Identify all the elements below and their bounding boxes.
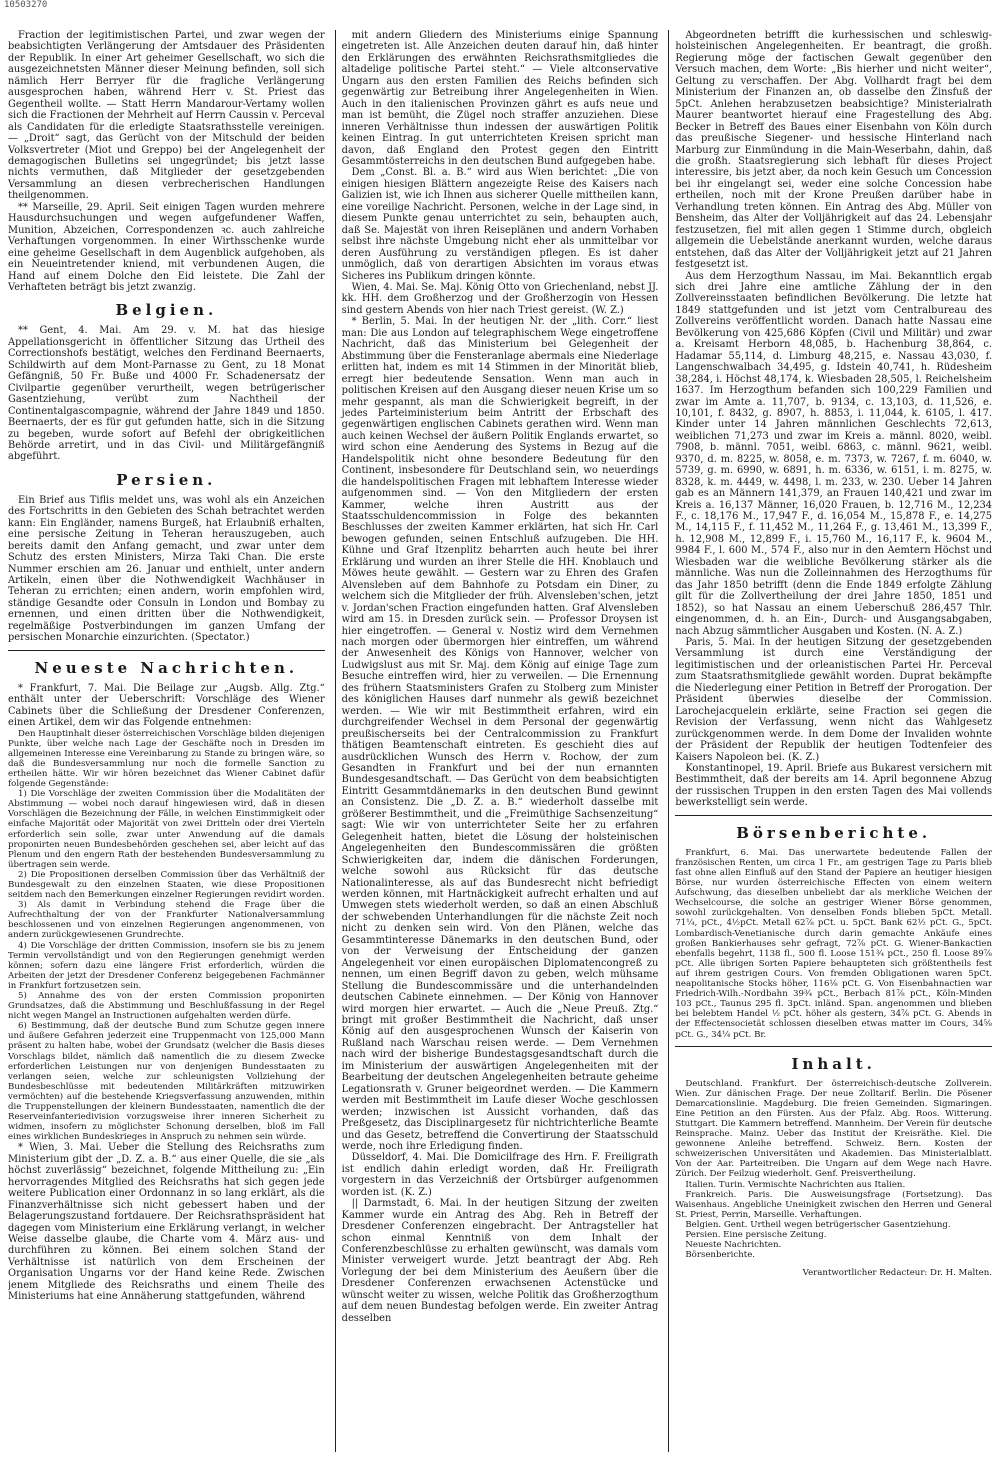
section-heading-neueste: Neueste Nachrichten. xyxy=(34,658,299,677)
section-heading-inhalt: Inhalt. xyxy=(791,1054,876,1073)
article-paragraph: 2) Die Propositionen derselben Commission über das Verhältniß der Bundesgewalt zu den einzelnen Staaten, wie diese Propositionen seitdem nach den Bemerkungen einzelner Regierungen revidirt worden. xyxy=(8,869,325,901)
article-paragraph: * Frankfurt, 7. Mai. Die Beilage zur „Augsb. Allg. Ztg.“ enthält unter der Ueberschrift: Vorschläge des Wiener Cabinets über die Schließung der Dresdener Conferenzen, einen Artikel, dem wir das Folgende entnehmen: xyxy=(8,682,325,729)
article-paragraph: * Berlin, 5. Mai. In der heutigen Nr. der „lith. Corr.“ liest man: Die aus London auf telegraphischem Wege eingetroffene Nachricht, daß das Ministerium bei Gelegenheit der Abstimmung über die Fensteranlage abermals eine Niederlage erlitten hat, indem es mit 14 Stimmen in der Minorität blieb, erregt hier bedeutende Sensation. Wenn man auch in politischen Kreisen auf den Ausgang dieser neuen Krise um so mehr gespannt, als man die Schwierigkeit begreift, in der jedes Parteiministerium beim Antritt der Erbschaft des gegenwärtigen englischen Cabinets gerathen wird. Wenn man auch keinen Wechsel der äußern Politik Englands erwartet, so wird schon eine Aenderung des Systems in Bezug auf die Handelspolitik nicht ohne besondere Bedeutung für den Continent, insbesondere für Deutschland sein, wo neuerdings die handelspolitischen Fragen mit lebhaftem Interesse wieder aufgenommen sind. — Von den Mitgliedern der ersten Kammer, welche ihren Austritt aus der Staatsschuldencommission in Folge des bekannten Beschlusses der zweiten Kammer erklärten, hat sich Hr. Carl bewogen gefunden, seinen Entschluß aufzugeben. Die HH. Kühne und Graf Itzenplitz beharrten auch heute bei ihrer Erklärung und wurden an ihrer Stelle die HH. Knoblauch und Möwes heute gewählt. — Gestern war zu Ehren des Grafen Alvensleben auf dem Bahnhofe zu Potsdam ein Diner, zu welchem sich die Mitglieder der früh. Alvensleben'schen, jetzt v. Jordan'schen Fraction eingefunden hatten. Graf Alvensleben wird am 15. in Dresden zurück sein. — Professor Droysen ist hier eingetroffen. — General v. Nostiz wird dem Vernehmen nach morgen oder übermorgen hier eintreffen, um während der Anwesenheit des Königs von Hannover, welcher von Ludwigslust aus mit Sr. Maj. dem König auf einige Tage zum Besuche eintreffen wird, hier zu verweilen. — Die Ernennung des frühern Staatsministers Grafen zu Stolberg zum Minister des königlichen Hauses darf nunmehr als gewiß bezeichnet werden. — Wie wir mit Bestimmtheit erfahren, wird ein durchgreifender Wechsel in dem Personal der gegenwärtig preußischerseits bei der Centralcommission zu Frankfurt thätigen Beamtenschaft eintreten. Es geschieht dies auf ausdrücklichen Wunsch des Herrn v. Rochow, der zum Gesandten in Frankfurt und bei der nun ernannten Bundesgesandtschaft. — Das Gerücht von dem beabsichtigten Eintritt Gesammtdänemarks in den deutschen Bund gewinnt an Consistenz. Die „D. Z. a. B.“ wiederholt dasselbe mit größerer Bestimmtheit, und die „Freimüthige Sachsenzeitung“ sagt: Wie wir von unterrichteter Seite her zu erfahren Gelegenheit hatten, bietet die Lösung der holsteinischen Angelegenheiten den Bundescommissären die größten Schwierigkeiten dar, indem die dänischen Forderungen, welche sowohl aus Rücksicht für das deutsche Nationalinteresse, als auf das Bundesrecht nicht befriedigt werden können, mit Hartnäckigkeit aufrecht erhalten und auf Umwegen stets wiederholt werden, so daß an einen Abschluß der schwebenden Unterhandlungen für die nächste Zeit noch nicht zu denken sein wird. Von den Plänen, welche das Gesammtinteresse Dänemarks in den deutschen Bund, oder von der Verweisung der Entscheidung der ganzen Angelegenheit vor einen europäischen Diplomatencongreß zu nennen, um einen Begriff davon zu geben, welch mühsame Stellung die Bundescommissäre und die unterhandelnden deutschen Cabinete einnehmen. — Der König von Hannover wird morgen hier erwartet. — Auch die „Neue Preuß. Ztg.“ bringt mit großer Bestimmtheit die Nachricht, daß unser König auf den ausgesprochenen Wunsch der Kaiserin von Rußland nach Warschau reisen werde. — Dem Vernehmen nach wird der bisherige Bundestagsgesandtschaft durch die im Ministerium der auswärtigen Angelegenheiten mit der Bearbeitung der deutschen Angelegenheiten betraute geheime Legationsrath v. Gruner beigeordnet werden. — Die Kammern werden mit Bestimmtheit im Laufe dieser Woche geschlossen werden; inzwischen ist Aussicht vorhanden, daß das Preßgesetz, das Disciplinargesetz für nichtrichterliche Beamte und das Gesetz, betreffend die Convertirung der Staatsschuld werde, noch ihre Erledigung finden. xyxy=(341,316,659,1152)
article-paragraph: Den Hauptinhalt dieser österreichischen Vorschläge bilden diejenigen Punkte, über welche nach Lage der Geschäfte noch in Dresden im allgemeinen Interesse eine Vereinbarung zu Stande zu bringen wäre, so daß die Bundesversammlung nur noch die formelle Sanction zu ertheilen hätte. Wir wir hören bezeichnet das Wiener Cabinet dafür folgende Gegenstände: xyxy=(8,728,325,790)
contents-entry: Italien. Turin. Vermischte Nachrichten aus Italien. xyxy=(685,1179,906,1190)
article-paragraph: ** Gent, 4. Mai. Am 29. v. M. hat das hiesige Appellationsgericht in öffentlicher Sitzung das Urtheil des Correctionshofs bestätigt, welches den Ferdinand Beernaerts, Schildwirth auf dem Mont-Parnasse zu Gent, zu 18 Monat Gefängniß, 50 Fr. Buße und 4000 Fr. Schadenersatz der Civilpartie gegenüber verurtheilt, wegen betrügerischer Gasentziehung, verübt zum Nachtheil der Continentalgascompagnie, während der Jahre 1849 und 1850. Beernaerts, der es für gut gefunden hatte, sich in die Sitzung zu begeben, wurde sofort auf Befehl der obrigkeitlichen Behörde arretirt, und in das Civil- und Militärgefängniß abgeführt. xyxy=(8,325,325,463)
article-paragraph: ** Marseille, 29. April. Seit einigen Tagen wurden mehrere Hausdurchsuchungen und wegen aufgefundener Waffen, Munition, Abzeichen, Correspondenzen ꝛc. auch zahlreiche Verhaftungen vorgenommen. In einer Wirthsschenke wurde eine geheime Gesellschaft in dem Augenblick aufgehoben, als ein Neueintretender kniend, mit verbundenen Augen, die Hand auf einem Dolche den Eid leistete. Die Zahl der Verhafteten beträgt bis jetzt zwanzig. xyxy=(8,201,325,293)
article-paragraph: Abgeordneten betrifft die kurhessischen und schleswig-holsteinischen Angelegenheiten. Er beantragt, die großh. Regierung möge der factischen Gewalt gegenüber den Versuch machen, dem Worte: „Bis hierher und nicht weiter“, Geltung zu verschaffen. Der Abg. Vollhardt fragt bei dem Ministerium der Finanzen an, ob dasselbe den Zinsfuß der 5pCt. Anlehen herabzusetzen beabsichtige? Ministerialrath Maurer beantwortet hierauf eine Fragestellung des Abg. Becker in Betreff des Baues einer Eisenbahn von Köln durch das preußische Siegener- und hessische Hinterland nach Marburg zur Einmündung in die Main-Weserbahn, dahin, daß die großh. Staatsregierung sich lebhaft für dieses Project interessire, bis jetzt aber, da noch kein Gesuch um Concession bei ihr eingelangt sei, weder eine solche Concession habe ertheilen, noch mit der Krone Preußen darüber habe in Verhandlung treten können. Ein Antrag des Abg. Müller von Bensheim, das Alter der Volljährigkeit auf das 24. Lebensjahr festzusetzen, fiel mit allen gegen 1 Stimme durch, obgleich allgemein die Uebelstände anerkannt wurden, welche daraus entstehen, daß das Alter der Volljährigkeit jetzt auf 21 Jahren festgesetzt ist. xyxy=(675,30,993,271)
contents-entry: Börsenberichte. xyxy=(685,1250,756,1261)
article-paragraph: Paris, 5. Mai. In der heutigen Sitzung der gesetzgebenden Versammlung ist durch eine Verständigung der legitimistischen und der orleanistischen Partei Hr. Perceval zum Staatsrathsmitgliede gewählt worden. Duprat bekämpfte die Niederlegung einer Petition in Betreff der Prorogation. Der Präsident überwies dieselbe der Commission. Larochejacquelein erklärte, seine Fraction sei gegen die Revision der Verfassung, wenn nicht das Wahlgesetz zurückgenommen werde. In dem Dome der Invaliden wohnte der Präsident der Republik der heutigen Todtenfeier des Kaisers Napoleon bei. (K. Z.) xyxy=(675,637,993,763)
section-heading-persien: Persien. xyxy=(116,470,217,489)
article-paragraph: mit andern Gliedern des Ministeriums einige Spannung eingetreten ist. Alle Anzeichen deuten darauf hin, daß hinter den Erklärungen des erwähnten Reichsrathsmitgliedes die altadelige politische Partei steht.“ — Viele altconservative Ungarn aus den ersten Familien des Reichs befinden sich gegenwärtig zur Betreibung ihrer Angelegenheiten in Wien. Auch in den italienischen Provinzen gährt es aufs neue und man ist bemüht, die Zügel noch straffer anzuziehen. Diese inneren Verhältnisse thun indessen der auswärtigen Politik keinen Eintrag. In gut unterrichteten Kreisen spricht man davon, daß England den Protest gegen den Eintritt Gesammtösterreichs in den deutschen Bund aufgegeben habe. xyxy=(341,30,659,167)
article-paragraph: Düsseldorf, 4. Mai. Die Domicilfrage des Hrn. F. Freiligrath ist endlich dahin erledigt worden, daß Hr. Freiligrath vorgestern in das Verzeichniß der Ortsbürger aufgenommen worden ist. (K. Z.) xyxy=(341,1152,659,1198)
article-paragraph: 5) Annahme des von der ersten Commission proponirten Grundsatzes, daß die Abstimmung und Beschlußfassung in der Regel nicht wegen Mangel an Instructionen aufgehalten werden dürfe. xyxy=(8,991,325,1022)
contents-entry: Neueste Nachrichten. xyxy=(685,1240,782,1251)
article-paragraph: Konstantinopel, 19. April. Briefe aus Bukarest versichern mit Bestimmtheit, daß der bereits am 14. April begonnene Abzug der russischen Truppen in den ersten Tagen des Mai vollends bewerkstelligt sein werde. xyxy=(675,763,993,809)
article-paragraph: 6) Bestimmung, daß der deutsche Bund zum Schutze gegen innere und äußere Gefahren jederzeit eine Truppenmacht von 125,000 Mann präsent zu halten habe, wobei der Grundsatz (welcher die Basis dieses Vorschlags bildet, nämlich daß namentlich die zu diesem Zwecke erforderlichen Leistungen nur von denjenigen Bundesstaaten zu verlangen seien, welche zur schleunigsten Vollziehung der Bundesbeschlüsse mit bedeutenden Militärkräften mitzuwirken vermöchten) auf die bestehende Kriegsverfassung anzuwenden, mithin die Truppenstellungen der kleinern Bundesstaaten, namentlich die der Reserveinfanteriedivision vorzugsweise ihrer inneren Sicherheit zu widmen, insofern zu möglichster Schonung derselben, bloß im Fall eines wirklichen Bundeskrieges in Anspruch zu nehmen sein würde. xyxy=(8,1021,325,1143)
divider xyxy=(8,650,325,651)
article-paragraph: Fraction der legitimistischen Partei, und zwar wegen der beabsichtigten Verlängerung der Amtsdauer des Präsidenten der Republik. In einer Art geheimer Gesellschaft, wo sich die ausgezeichnetsten Männer dieser Meinung befinden, soll sich nämlich Herr Berryer für die fragliche Verlängerung ausgesprochen haben, während Herr v. St. Priest das Gegentheil wollte. — Statt Herrn Mandarour-Vertamy wollen sich die Fractionen der Mehrheit auf Herrn Caussin v. Perceval als Candidaten für die erledigte Staatsrathsstelle vereinigen. — „Droit“ sagt, das Gerücht von der Mitschuld der beiden Volksvertreter (Miot und Greppo) bei der Angelegenheit der demagogischen Bulletins sei ungegründet; bis jetzt lasse nichts vermuthen, daß Mitglieder der gesetzgebenden Versammlung an diesen verbrecherischen Handlungen theilgenommen. xyxy=(8,30,325,202)
article-paragraph: Aus dem Herzogthum Nassau, im Mai. Bekanntlich ergab sich drei Jahre eine amtliche Zählung der in den Zollvereinsstaaten befindlichen Bevölkerung. Die letzte hat 1849 stattgefunden und ist jetzt vom Centralbureau des Zollvereins veröffentlicht worden. Danach hatte Nassau eine Bevölkerung von 425,686 Köpfen (Civil und Militär) und zwar a. Kreisamt Herborn 48,085, b. Hachenburg 38,864, c. Hadamar 55,114, d. Limburg 48,215, e. Nassau 43,030, f. Langenschwalbach 34,495, g. Idstein 40,741, h. Rüdesheim 38,284, i. Höchst 48,174, k. Wiesbaden 28,505, l. Reichelsheim 1637. Im Herzogthum befanden sich 100,229 Familien und zwar im Amte a. 11,707, b. 9134, c. 13,103, d. 11,526, e. 10,101, f. 8432, g. 8907, h. 8853, i. 11,044, k. 6105, l. 417. Kinder unter 14 Jahren männlichen Geschlechts 72,613, weiblichen 71,273 und zwar im Kreis a. männl. 8020, weibl. 7908, b. männl. 7051, weibl. 6863, c. männl. 9621, weibl. 9370, d. m. 8225, w. 8058, e. m. 7373, w. 7267, f. m. 6040, w. 5739, g. m. 6990, w. 6891, h. m. 6336, w. 6151, i. m. 8275, w. 8328, k. m. 4449, w. 4498, l. m. 233, w. 230. Ueber 14 Jahren gab es an Männern 141,379, an Frauen 140,421 und zwar im Kreis a. 16,137 Männer, 16,020 Frauen, b. 12,716 M., 12,234 F., c. 18,176 M., 17,947 F., d. 16,054 M., 15,878 F., e. 14,275 M., 14,115 F., f. 11,452 M., 11,264 F., g. 13,461 M., 13,399 F., h. 12,908 M., 12,899 F., i. 15,760 M., 16,117 F., k. 9604 M., 9984 F., l. 600 M., 574 F., also nur in den Aemtern Höchst und Wiesbaden war die weibliche Bevölkerung stärker als die männliche. Was nun die Zolleinnahmen des Herzogthums für das Jahr 1850 betrifft (denn die Ende 1849 erfolgte Zählung gilt für die Zollvertheilung der drei Jahre 1850, 1851 und 1852), so hat Nassau an einem Ueberschuß 286,457 Thlr. eingenommen, d. h. an Ein-, Durch- und Ausgangsabgaben, nach Abzug sämmtlicher Ausgaben und Kosten. (N. A. Z.) xyxy=(675,270,993,637)
article-paragraph: || Darmstadt, 6. Mai. In der heutigen Sitzung der zweiten Kammer wurde ein Antrag des Abg. Reh in Betreff der Dresdener Conferenzen eingebracht. Der Antragsteller hat schon einmal Kenntniß von dem Inhalt der Conferenzbeschlüsse zu erhalten gewünscht, was damals vom Minister verweigert wurde. Jetzt beantragt der Abg. Reh Vorlegung der bei dem Ministerium des Aeußern über die Dresdener Conferenzen erwachsenen Actenstücke und wünscht weiter zu wissen, welche Politik das Großherzogthum auf dem neuen Bundestag befolgen werde. Ein zweiter Antrag desselben xyxy=(341,1198,659,1324)
newspaper-page xyxy=(8,30,992,1452)
contents-entry: Belgien. Gent. Urtheil wegen betrügerischer Gasentziehung. xyxy=(685,1219,951,1230)
contents-entry: Deutschland. Frankfurt. Der österreichisch-deutsche Zollverein. Wien. Zur dänischen Frage. Der neue Zolltarif. Berlin. Die Pösener Demarcationslinie. Magdeburg. Die freien Gemeinden. Sigmaringen. Eine Petition an den Fürsten. Aus der Pfalz. Abg. Roos. Witterung. Stuttgart. Die Kammern betreffend. Mannheim. Der Verein für deutsche Reinsprache. Mainz. Ueber das Institut der Kreisräthe. Kiel. Die gewonnene Anleihe betreffend. Schweiz. Bern. Kosten der schweizerischen Universitäten und Akademien. Das Ministerialblatt. Von der Aar. Parteitreiben. Die Ungarn auf dem Wege nach Havre. Zürich. Der Feilzug wiederholt. Genf. Preisvertheilung. xyxy=(675,1078,993,1180)
section-heading-boersenberichte: Börsenberichte. xyxy=(736,823,932,842)
article-paragraph: Dem „Const. Bl. a. B.“ wird aus Wien berichtet: „Die von einigen hiesigen Blättern angezeigte Reise des Kaisers nach Galizien ist, wie ich Ihnen aus sicherer Quelle mittheilen kann, eine voreilige Nachricht. Personen, welche in der Lage sind, in diesem Punkte genau unterrichtet zu sein, behaupten auch, daß Se. Majestät von ihren Reiseplänen und andern Vorhaben selbst ihre nächste Umgebung nicht eher als unmittelbar vor deren Ausführung zu verständigen pflegen. Es ist daher unmöglich, daß von derartigen Absichten im voraus etwas Sicheres ins Publikum dringen könnte. xyxy=(341,167,659,282)
column-1 xyxy=(8,30,325,1452)
article-paragraph: 4) Die Vorschläge der dritten Commission, insofern sie bis zu jenem Termin vervollständigt und von den Regierungen genehmigt werden können; sofern dazu eine längere Frist erforderlich, würden die Arbeiten der jetzt der Dresdener Conferenz beigegebenen Fachmänner in Frankfurt fortzusetzen sein. xyxy=(8,940,325,991)
contents-entry: Frankreich. Paris. Die Ausweisungsfrage (Fortsetzung). Das Waisenhaus. Angebliche Uneinigkeit zwischen den Herren und General St. Priest, Perrin, Marseille. Verhaftungen. xyxy=(675,1189,993,1220)
article-paragraph: Frankfurt, 6. Mai. Das unerwartete bedeutende Fallen der französischen Renten, um circa 1 Fr., am gestrigen Tage zu Paris blieb fast ohne allen Einfluß auf den Stand der Papiere an heutiger hiesigen Börse, nur wurden österreichische Effecten von einem weitern Aufschwung, das dieselben unbeliebt dar als merkliche Weichen der Wechselcourse, die solche an gestriger Wiener Börse genommen, sowohl zurückgehalten. Von denselben Fonds blieben 5pCt. Metall. 71¼, pCt., 4½pCt. Metall 62⅞ pCt. u. 5pCt. Bank 62½ pCt. G., 5pCt. Lombardisch-Venetianische durch darin gemachte Ankäufe eines großen Bankierhauses sehr gefragt, 72⅞ pCt. G. Wiener-Bankactien ebenfalls begehrt, 1138 fl., 500 fl. Loose 151¾ pCt., 250 fl. Loose 89⅞ pCt. Alle übrigen Sorten Papiere behaupteten sich größtentheils fest auf ihrem gestrigen Cours. Von fremden Obligationen waren 5pCt. neapolitanische Stocks höher, 116⅛ pCt. G. Von Eisenbahnactien war Friedrich-Wilh.-Nordbahn 39¾ pCt., Berbach 81⅞ pCt., Köln-Minden 103 pCt., Taunus 295 fl. 3pCt. inländ. Span. angenommen und blieben bei belebtem Handel ½ pCt. höher als gestern, 34⅞ pCt. G. Abends in der Effectensocietät schlossen dieselben etwas matter im Cours, 34⅝ pCt. G., 34¼ pCt. Br. xyxy=(675,847,993,1040)
editor-signature: Verantwortlicher Redacteur: Dr. H. Malten. xyxy=(802,1268,993,1279)
column-2 xyxy=(335,30,659,1452)
divider xyxy=(675,815,992,816)
contents-entry: Persien. Eine persische Zeitung. xyxy=(685,1230,827,1240)
article-paragraph: 3) Als damit in Verbindung stehend die Frage über die Aufrechthaltung der von der Frankfurter Nationalversammlung beschlossenen und von einzelnen Regierungen angenommenen, von andern zurückgewiesenen Grundrechte. xyxy=(8,900,325,941)
divider xyxy=(675,1046,992,1047)
article-paragraph: Ein Brief aus Tiflis meldet uns, was wohl als ein Anzeichen des Fortschritts in den Gebieten des Schah betrachtet werden kann: Ein Engländer, namens Burgeß, hat Erlaubniß erhalten, eine persische Zeitung in Teheran herauszugeben, auch bereits damit den Anfang gemacht, und zwar unter dem Schutz des ersten Ministers, Mirza Taki Chan. Die erste Nummer erschien am 26. Januar und enthielt, unter andern Artikeln, einen über die Nothwendigkeit Wachhäuser in Teheran zu errichten; einen andern, worin empfohlen wird, ständige Gesandte oder Consuln in London und Bombay zu ernennen, und einen dritten über die Nothwendigkeit, regelmäßige Postverbindungen im ganzen Umfang der persischen Monarchie einzurichten. (Spectator.) xyxy=(8,494,325,644)
article-paragraph: 1) Die Vorschläge der zweiten Commission über die Modalitäten der Abstimmung — wobei noch darauf hingewiesen wird, daß in diesen Vorschlägen die Bezeichnung der Fälle, in welchen Einstimmigkeit oder einfache Majorität oder Majorität von zwei Dritteln oder drei Vierteln erforderlich sein solle, zwar unter Anwendung auf die damals proponirten neuen Bundesbehörden geschehen sei, aber leicht auf das Plenum und den engern Rath der bestehenden Bundesversammlung zu übertragen sein werde. xyxy=(8,789,325,870)
section-heading-belgien: Belgien. xyxy=(115,301,218,320)
article-paragraph: Wien, 4. Mai. Se. Maj. König Otto von Griechenland, nebst JJ. kk. HH. dem Großherzog und der Großherzogin von Hessen sind gestern Abends von hier nach Triest gereist. (W. Z.) xyxy=(341,281,659,316)
column-3 xyxy=(668,30,992,1452)
article-paragraph: * Wien, 3. Mai. Ueber die Stellung des Reichsraths zum Ministerium gibt der „D. Z. a. B.“ aus einer Quelle, die sie „als höchst zuverlässig“ bezeichnet, folgende Mittheilung zu: „Ein hervorragendes Mitglied des Reichsraths hat sich gegen jede weitere Publication einer Ordonnanz in so lang erklärt, als die Finanzverhältnisse sich nicht gebessert haben und der Belagerungszustand fortdauere. Der Reichsrathspräsident hat dagegen vom Ministerium eine Erklärung verlangt, in welcher Weise dasselbe glaube, die Charte vom 4. März aus- und durchführen zu können. Bei einem solchen Stand der Verhältnisse ist natürlich von dem Erscheinen der Organisation Ungarns vor der Hand keine Rede. Zwischen jenem Mitgliede des Reichsraths und einem Theile des Ministeriums hat eine Annäherung stattgefunden, während xyxy=(8,1142,325,1303)
archive-barcode: 10503270 xyxy=(4,0,48,10)
